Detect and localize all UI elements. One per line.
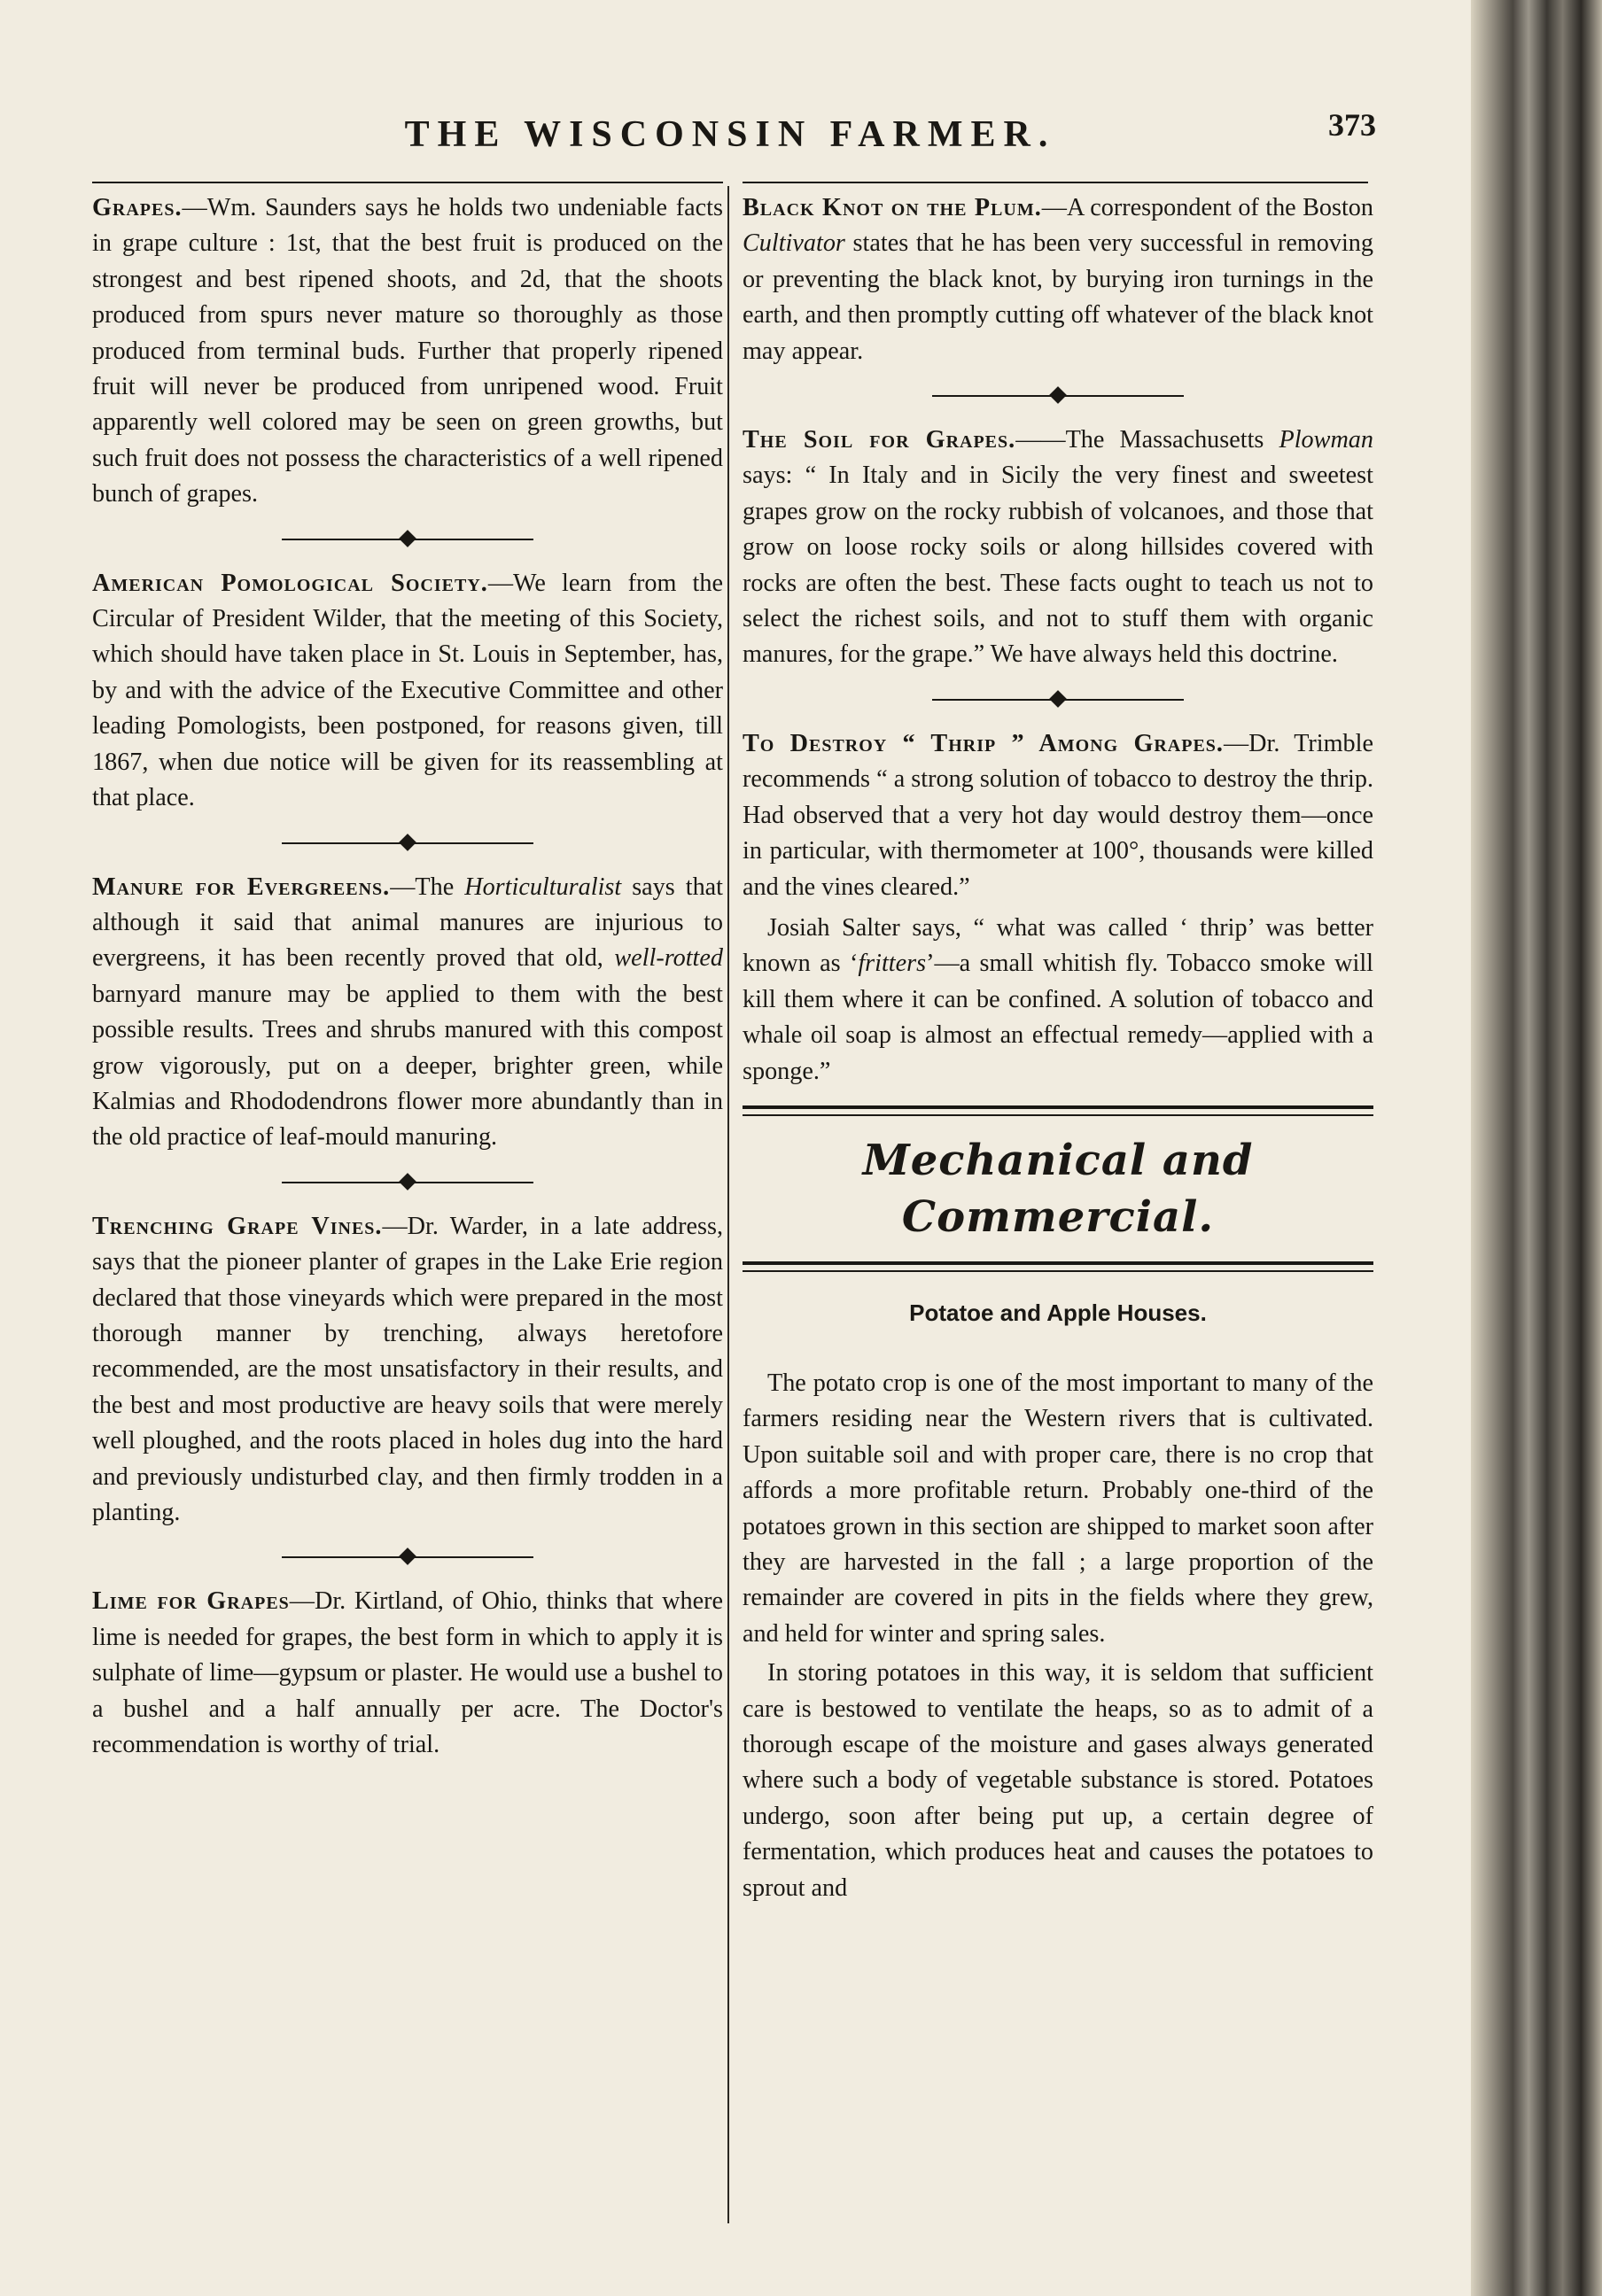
section-rule-top [743, 1105, 1373, 1116]
separator-ornament [399, 1173, 416, 1191]
article-destroy-thrip [743, 726, 1373, 905]
article-pomological-society [92, 566, 723, 817]
article-lead: Manure for Evergreens. [92, 873, 391, 901]
article-paragraph: The potato crop is one of the most important to many of the farmers residing near the Western rivers that is cultivated. Upon suitable soil and with proper care, there is no crop that affords a more profitable return. Probably one-third of the potatoes grown in this section are shipped to market soon after they are harvested in the fall ; a large proportion of the remainder are covered in pits in the fields where they grew, and held for winter and spring sales. [743, 1369, 1373, 1648]
top-rule-right [743, 182, 1368, 183]
masthead-title: THE WISCONSIN FARMER. [404, 114, 1056, 155]
separator-ornament [399, 530, 416, 547]
article-manure-evergreens [92, 870, 723, 1156]
separator-ornament [1049, 690, 1067, 708]
article-text: ——The Massachusetts [1015, 426, 1279, 454]
article-lead: Trenching Grape Vines. [92, 1212, 383, 1240]
column-divider [727, 186, 729, 2223]
article-lime-for-grapes [92, 1584, 723, 1763]
article-text: —Dr. Kirtland, of Ohio, thinks that where lime is needed for grapes, the best form in which to apply it is sulphate of lime—gypsum or plaster. He would use a bushel to a bushel and a half annually per acre. The Doctor's recommendation is worthy of trial. [92, 1587, 723, 1759]
left-column [92, 190, 723, 2219]
separator-ornament [399, 1548, 416, 1566]
emphasis-text: fritters [858, 950, 927, 978]
article-lead: The Soil for Grapes. [743, 426, 1016, 454]
article-text: —We learn from the Circular of President Wilder, that the meeting of this Society, which should have taken place in St. Louis in September, has, by and with the advice of the Executive Committee and other leading Pomologists, been postponed, for reasons given, till 1867, when due notice will be given for its reassembling at that place. [92, 569, 723, 812]
article-grapes [92, 190, 723, 513]
separator-rule [92, 1531, 723, 1584]
section-heading: Mechanical and Commercial. [862, 1135, 1254, 1242]
top-rule-left [92, 182, 723, 183]
emphasis-text: well-rotted [614, 944, 723, 973]
publication-name: Horticulturalist [464, 873, 622, 901]
article-paragraph: In storing potatoes in this way, it is seldom that sufficient care is bestowed to ventilate the heaps, so as to admit of a thorough escape of the moisture and gases always generated where such a body of vegetable substance is stored. Potatoes undergo, soon after being put up, a certain degree of fermentation, which produces heat and causes the potatoes to sprout and [743, 1659, 1373, 1902]
separator-rule [743, 369, 1373, 423]
article-lead: American Pomological Society. [92, 569, 488, 597]
section-rule-bottom [743, 1261, 1373, 1272]
separator-rule [743, 673, 1373, 726]
article-text: says that although it said that animal manures are injurious to evergreens, it has been recently proved that old, [92, 873, 723, 973]
page-header [89, 106, 1376, 159]
separator-ornament [1049, 386, 1067, 404]
separator-ornament [399, 834, 416, 851]
article-text: Josiah Salter says, “ what was called ‘ thrip’ was better known as ‘ [743, 913, 1373, 978]
page-number: 373 [1328, 107, 1376, 143]
article-lead: Black Knot on the Plum. [743, 194, 1042, 221]
article-trenching-grape-vines [92, 1209, 723, 1532]
book-spine-edge [1471, 0, 1602, 2296]
article-title: Potatoe and Apple Houses. [909, 1299, 1207, 1326]
article-text: —Dr. Trimble recommends “ a strong solution of tobacco to destroy the thrip. Had observed that a very hot day would destroy them—once in particular, with thermometer at 100°, thousands were killed and the vines cleared.” [743, 729, 1373, 901]
article-soil-for-grapes [743, 423, 1373, 673]
article-text: says: “ In Italy and in Sicily the very finest and sweetest grapes grow on the rocky rubbish of volcanoes, and those that grow on loose rocky soils or along hillsides covered with rocks are often the best. These facts ought to teach us not to select the richest soils, and not to stuff them with organic manures, for the grape.” We have always held this doctrine. [743, 462, 1373, 669]
article-text: —The [390, 873, 465, 901]
separator-rule [92, 1156, 723, 1209]
article-text: —A correspondent of the Boston [1041, 194, 1373, 221]
article-lead: To Destroy “ Thrip ” Among Grapes. [743, 729, 1224, 757]
article-text: barnyard manure may be applied to them with the best possible results. Trees and shrubs manured with this compost grow vigorously, put on a deeper, brighter green, while Kalmias and Rhododendrons flower more abundantly than in the old practice of leaf-mould manuring. [92, 980, 723, 1152]
publication-name: Plowman [1279, 426, 1373, 454]
separator-rule [92, 513, 723, 566]
publication-name: Cultivator [743, 229, 845, 258]
separator-rule [92, 817, 723, 870]
article-text: ’—a small whitish fly. Tobacco smoke will kill them where it can be confined. A solution of tobacco and whale oil soap is almost an effectual remedy—applied with a sponge.” [743, 950, 1373, 1085]
article-text: —Wm. Saunders says he holds two undeniable facts in grape culture : 1st, that the best fruit is produced on the strongest and best ripened shoots, and 2d, that the shoots produced from spurs never mature so thoroughly as those produced from terminal buds. Further that properly ripened fruit will never be produced from unripened wood. Fruit apparently well colored may be seen on green growths, but such fruit does not possess the characteristics of a well ripened bunch of grapes. [92, 194, 723, 508]
article-text: states that he has been very successful in removing or preventing the black knot, by burying iron turnings in the earth, and then promptly cutting off whatever of the black knot may appear. [743, 229, 1373, 365]
right-column [743, 190, 1373, 2219]
article-destroy-thrip-paragraph-2 [743, 911, 1373, 1090]
article-text: —Dr. Warder, in a late address, says that the pioneer planter of grapes in the Lake Erie region declared that those vineyards which were prepared in the most thorough manner by trenching, always heretofore recommended, are the most unsatisfactory in their results, and the best and most productive are heavy soils that were merely well ploughed, and the roots placed in holes dug into the hard and previously undisturbed clay, and then firmly trodden in a planting. [92, 1212, 723, 1526]
article-black-knot [743, 190, 1373, 369]
article-lead: Grapes. [92, 194, 183, 221]
article-lead: Lime for Grapes [92, 1587, 290, 1616]
